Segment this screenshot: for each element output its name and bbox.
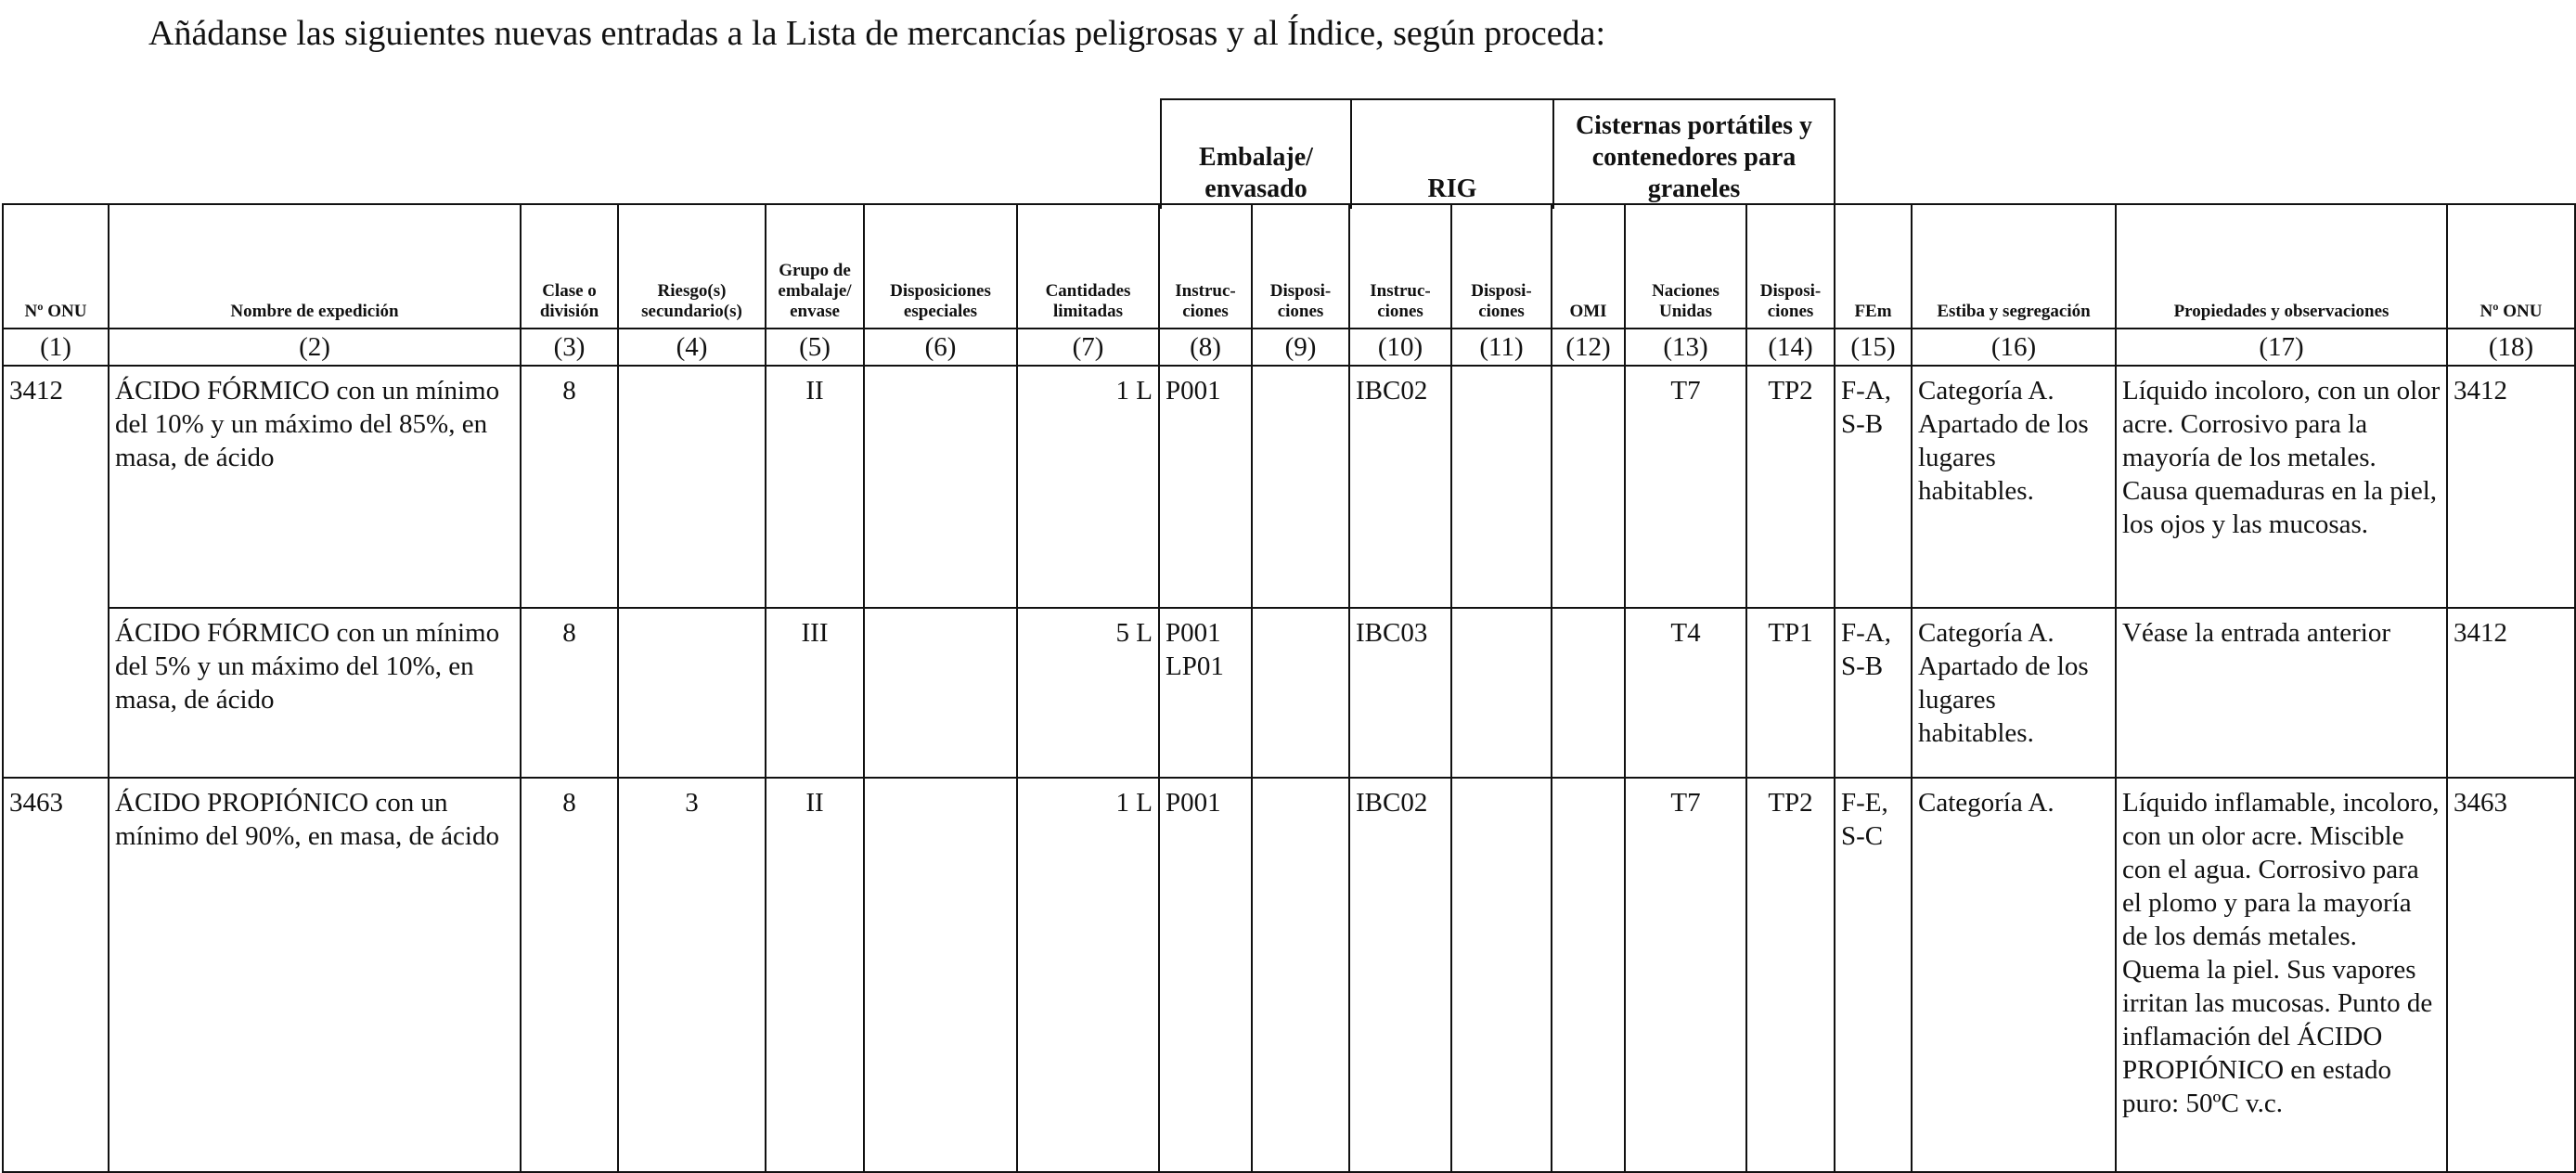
dangerous-goods-table xyxy=(2,203,2576,1173)
col-header-disp-esp: Disposiciones especiales xyxy=(864,204,1017,329)
table-row xyxy=(3,778,2575,1172)
cell-cantidades: 1 L xyxy=(1017,366,1159,608)
col-header-omi: OMI xyxy=(1552,204,1625,329)
cell-un-2: 3412 xyxy=(2447,366,2575,608)
col-number: (7) xyxy=(1017,329,1159,366)
cell-riesgo xyxy=(618,608,766,778)
col-number: (9) xyxy=(1252,329,1349,366)
cell-rig-instr: IBC02 xyxy=(1349,366,1451,608)
cell-estiba: Categoría A. Apartado de los lugares habitables. xyxy=(1912,608,2116,778)
cell-props: Véase la entrada anterior xyxy=(2116,608,2447,778)
cell-fem: F-A, S-B xyxy=(1835,608,1912,778)
col-header-rig-disp: Disposi- ciones xyxy=(1451,204,1552,329)
cell-emb-disp xyxy=(1252,366,1349,608)
cell-nombre: ÁCIDO FÓRMICO con un mínimo del 10% y un máximo del 85%, en masa, de ácido xyxy=(109,366,521,608)
cell-grupo: III xyxy=(766,608,864,778)
col-number: (1) xyxy=(3,329,109,366)
cell-omi xyxy=(1552,366,1625,608)
cell-rig-disp xyxy=(1451,778,1552,1172)
col-number: (12) xyxy=(1552,329,1625,366)
cell-un xyxy=(3,608,109,778)
col-number: (8) xyxy=(1159,329,1252,366)
col-header-emb-instr: Instruc- ciones xyxy=(1159,204,1252,329)
cell-emb-instr: P001 xyxy=(1159,778,1252,1172)
cell-fem: F-E, S-C xyxy=(1835,778,1912,1172)
col-number: (15) xyxy=(1835,329,1912,366)
col-header-cist-disp: Disposi- ciones xyxy=(1746,204,1835,329)
col-number: (17) xyxy=(2116,329,2447,366)
table-row xyxy=(3,366,2575,608)
cell-disp-esp xyxy=(864,366,1017,608)
cell-nombre: ÁCIDO PROPIÓNICO con un mínimo del 90%, en masa, de ácido xyxy=(109,778,521,1172)
cell-rig-disp xyxy=(1451,608,1552,778)
cell-props: Líquido inflamable, incoloro, con un olor acre. Miscible con el agua. Corrosivo para el plomo y para la mayoría de los demás metales. Quema la piel. Sus vapores irritan las mucosas. Punto de inflamación del ÁCIDO PROPIÓNICO en estado puro: 50ºC v.c. xyxy=(2116,778,2447,1172)
col-header-cantidades: Cantidades limitadas xyxy=(1017,204,1159,329)
col-header-rig-instr: Instruc- ciones xyxy=(1349,204,1451,329)
group-header-embalaje: Embalaje/ envasado xyxy=(1161,99,1351,209)
column-number-row xyxy=(3,329,2575,366)
cell-clase: 8 xyxy=(521,778,618,1172)
col-header-grupo: Grupo de embalaje/ envase xyxy=(766,204,864,329)
cell-rig-disp xyxy=(1451,366,1552,608)
group-header-rig: RIG xyxy=(1351,99,1553,209)
cell-un: 3463 xyxy=(3,778,109,1172)
cell-disp-esp xyxy=(864,778,1017,1172)
col-number: (6) xyxy=(864,329,1017,366)
col-number: (13) xyxy=(1625,329,1746,366)
cell-grupo: II xyxy=(766,366,864,608)
cell-fem: F-A, S-B xyxy=(1835,366,1912,608)
col-number: (4) xyxy=(618,329,766,366)
col-header-fem: FEm xyxy=(1835,204,1912,329)
col-header-nu: Naciones Unidas xyxy=(1625,204,1746,329)
col-number: (3) xyxy=(521,329,618,366)
cell-un: 3412 xyxy=(3,366,109,608)
col-number: (16) xyxy=(1912,329,2116,366)
cell-riesgo xyxy=(618,366,766,608)
cell-props: Líquido incoloro, con un olor acre. Corrosivo para la mayoría de los metales. Causa quemaduras en la piel, los ojos y las mucosas. xyxy=(2116,366,2447,608)
cell-cantidades: 1 L xyxy=(1017,778,1159,1172)
cell-nu: T7 xyxy=(1625,366,1746,608)
cell-nombre: ÁCIDO FÓRMICO con un mínimo del 5% y un máximo del 10%, en masa, de ácido xyxy=(109,608,521,778)
col-header-emb-disp: Disposi- ciones xyxy=(1252,204,1349,329)
col-header-un-2: Nº ONU xyxy=(2447,204,2575,329)
header-row xyxy=(3,204,2575,329)
cell-un-2: 3412 xyxy=(2447,608,2575,778)
cell-estiba: Categoría A. xyxy=(1912,778,2116,1172)
cell-cist-disp: TP1 xyxy=(1746,608,1835,778)
group-header-table xyxy=(1160,98,1835,209)
cell-rig-instr: IBC02 xyxy=(1349,778,1451,1172)
col-header-un: Nº ONU xyxy=(3,204,109,329)
intro-text: Añádanse las siguientes nuevas entradas a la Lista de mercancías peligrosas y al Índice, según proceda: xyxy=(148,14,1606,53)
col-header-estiba: Estiba y segregación xyxy=(1912,204,2116,329)
cell-clase: 8 xyxy=(521,608,618,778)
col-number: (14) xyxy=(1746,329,1835,366)
col-number: (5) xyxy=(766,329,864,366)
cell-cist-disp: TP2 xyxy=(1746,366,1835,608)
col-number: (18) xyxy=(2447,329,2575,366)
cell-nu: T7 xyxy=(1625,778,1746,1172)
col-header-riesgo: Riesgo(s) secundario(s) xyxy=(618,204,766,329)
cell-cist-disp: TP2 xyxy=(1746,778,1835,1172)
col-number: (2) xyxy=(109,329,521,366)
cell-clase: 8 xyxy=(521,366,618,608)
cell-emb-disp xyxy=(1252,608,1349,778)
col-number: (10) xyxy=(1349,329,1451,366)
group-header-cisternas: Cisternas portátiles y contenedores para graneles xyxy=(1553,99,1835,209)
cell-grupo: II xyxy=(766,778,864,1172)
cell-omi xyxy=(1552,778,1625,1172)
cell-cantidades: 5 L xyxy=(1017,608,1159,778)
cell-estiba: Categoría A. Apartado de los lugares habitables. xyxy=(1912,366,2116,608)
cell-emb-instr: P001 LP01 xyxy=(1159,608,1252,778)
cell-un-2: 3463 xyxy=(2447,778,2575,1172)
col-number: (11) xyxy=(1451,329,1552,366)
cell-nu: T4 xyxy=(1625,608,1746,778)
col-header-clase: Clase o división xyxy=(521,204,618,329)
col-header-nombre: Nombre de expedición xyxy=(109,204,521,329)
table-row xyxy=(3,608,2575,778)
cell-omi xyxy=(1552,608,1625,778)
col-header-props: Propiedades y observaciones xyxy=(2116,204,2447,329)
cell-emb-instr: P001 xyxy=(1159,366,1252,608)
cell-disp-esp xyxy=(864,608,1017,778)
cell-emb-disp xyxy=(1252,778,1349,1172)
cell-rig-instr: IBC03 xyxy=(1349,608,1451,778)
cell-riesgo: 3 xyxy=(618,778,766,1172)
